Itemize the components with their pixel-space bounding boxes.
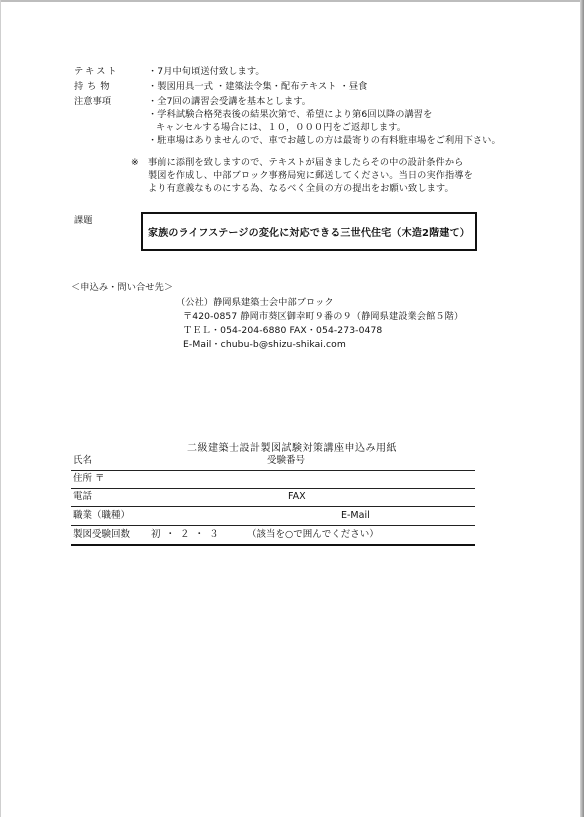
occupation-label: 職業（職種）: [73, 510, 131, 521]
address-label: 住所 〒: [73, 473, 105, 484]
form-row-address: [71, 471, 475, 489]
kadai-title: 家族のライフステージの変化に対応できる三世代住宅（木造2階建て）: [148, 228, 470, 239]
contact-tel-fax: ＴＥＬ・054-204-6880 FAX・054-273-0478: [183, 325, 383, 336]
asterisk-line: 事前に添削を致しますので、テキストが届きましたらその中の設計条件から: [148, 157, 464, 168]
form-row-phone: [71, 489, 475, 507]
asterisk-line: より有意義なものにする為、なるべく全員の方の提出をお願い致します。: [148, 183, 454, 194]
attempts-note: （該当を○で囲んでください）: [247, 529, 379, 540]
notes-label: 注意事項: [74, 96, 112, 107]
form-title: 二級建築士設計製図試験対策講座申込み用紙: [187, 443, 397, 454]
page-top-edge: [0, 0, 584, 2]
contact-org: （公社）静岡県建築士会中部ブロック: [176, 297, 334, 308]
page-right-shadow: [580, 0, 584, 817]
exam-number-label: 受験番号: [267, 455, 306, 466]
note-line: ・駐車場はありませんので、車でお越しの方は最寄りの有料駐車場をご利用下さい。: [148, 135, 501, 146]
phone-label: 電話: [73, 491, 93, 502]
note-line: ・学科試験合格発表後の結果次第で、希望により第6回以降の講習を: [148, 109, 433, 120]
page-left-edge: [0, 0, 1, 817]
text-label: テキスト: [74, 66, 119, 77]
contact-heading: ＜申込み・問い合せ先＞: [71, 282, 174, 293]
note-line: ・全7回の講習会受講を基本とします。: [148, 96, 312, 107]
name-label: 氏名: [73, 455, 93, 466]
email-label: E-Mail: [341, 510, 370, 521]
attempts-label: 製図受験回数: [73, 529, 131, 540]
form-row-attempts: [71, 527, 475, 546]
kadai-title-box: [141, 212, 477, 251]
bring-value: ・製図用具一式 ・建築法令集・配布テキスト ・昼食: [148, 81, 368, 92]
form-row-occupation: [71, 508, 475, 526]
asterisk-mark: ※: [131, 157, 139, 168]
fax-label: FAX: [288, 491, 306, 502]
attempts-options: 初 ・ ２ ・ ３: [151, 529, 220, 540]
contact-address: 〒420-0857 静岡市葵区御幸町９番の９（静岡県建設業会館５階）: [183, 311, 464, 322]
text-value: ・7月中旬頃送付致します。: [148, 66, 265, 77]
bring-label: 持ち物: [74, 81, 114, 92]
contact-email: E-Mail・chubu-b@shizu-shikai.com: [183, 339, 346, 350]
form-row-name: [71, 453, 475, 471]
kadai-label: 課題: [74, 215, 93, 226]
asterisk-line: 製図を作成し、中部ブロック事務局宛に郵送してください。当日の実作指導を: [148, 170, 473, 181]
note-line: キャンセルする場合には、１０，０００円をご返却します。: [156, 122, 407, 133]
